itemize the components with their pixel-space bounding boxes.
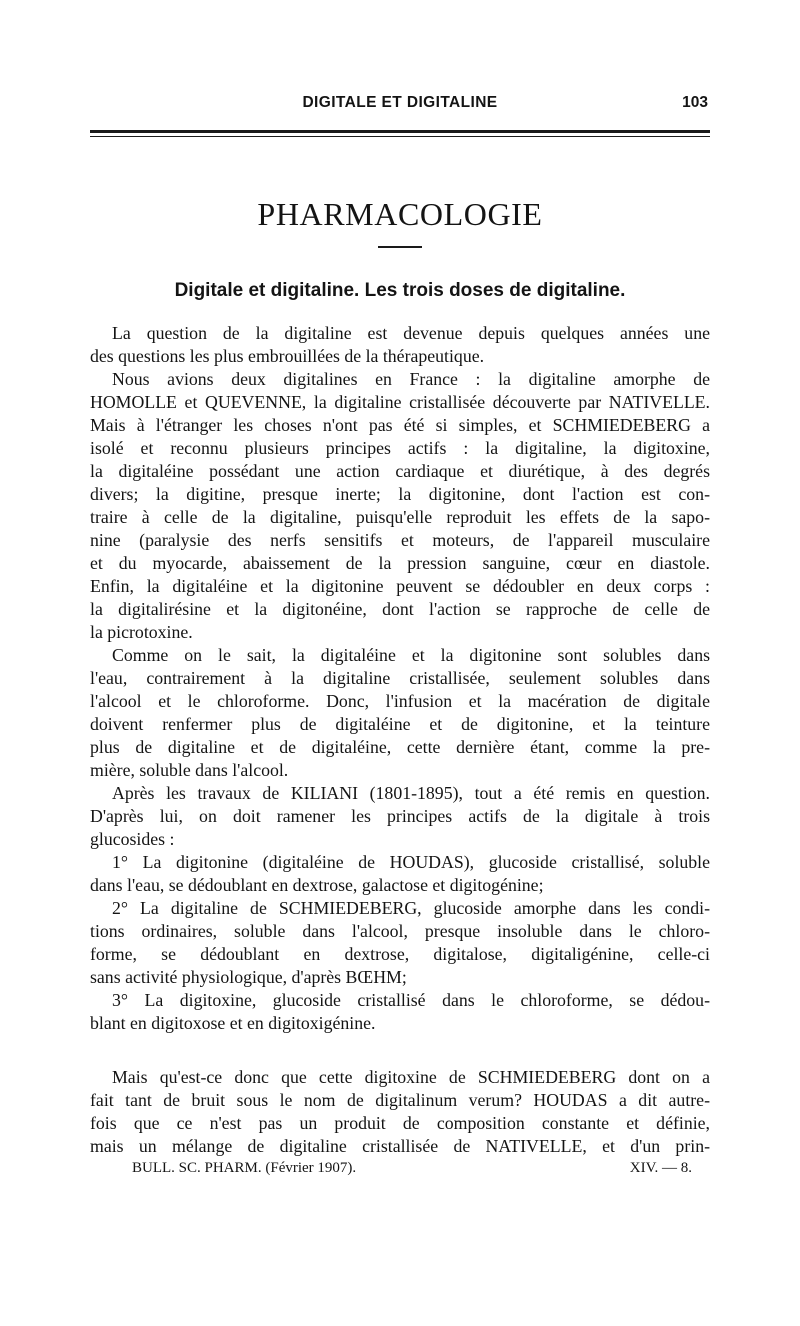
body-text-block-2	[90, 1066, 710, 1158]
text-line: doivent renfermer plus de digitaléine et de digitonine, et la teinture	[90, 714, 710, 734]
section-title: PHARMACOLOGIE	[257, 196, 543, 232]
header-rule-thick	[90, 130, 710, 133]
text-line: plus de digitaline et de digitaléine, cette dernière étant, comme la pre-	[90, 737, 710, 757]
text-line: fait tant de bruit sous le nom de digitalinum verum? HOUDAS a dit autre-	[90, 1090, 710, 1110]
text-line: forme, se dédoublant en dextrose, digitalose, digitaligénine, celle-ci	[90, 944, 710, 964]
footer-citation: BULL. SC. PHARM. (Février 1907).	[132, 1160, 357, 1176]
text-line: glucosides :	[90, 829, 175, 849]
text-line: divers; la digitine, presque inerte; la digitonine, dont l'action est con-	[90, 484, 710, 504]
text-line: 2° La digitaline de SCHMIEDEBERG, glucoside amorphe dans les condi-	[112, 898, 710, 918]
text-line: fois que ce n'est pas un produit de composition constante et définie,	[90, 1113, 710, 1133]
page-number: 103	[682, 94, 708, 111]
text-line: blant en digitoxose et en digitoxigénine.	[90, 1013, 376, 1033]
text-line: la digitalirésine et la digitonéine, dont l'action se rapproche de celle de	[90, 599, 710, 619]
text-line: l'eau, contrairement à la digitaline cristallisée, seulement solubles dans	[90, 668, 710, 688]
page-footer	[132, 1160, 692, 1184]
text-line: nine (paralysie des nerfs sensitifs et moteurs, de l'appareil musculaire	[90, 530, 710, 550]
text-line: La question de la digitaline est devenue depuis quelques années une	[112, 323, 710, 343]
article-title: Digitale et digitaline. Les trois doses de digitaline.	[174, 280, 626, 301]
text-line: sans activité physiologique, d'après BŒHM;	[90, 967, 407, 987]
text-line: la picrotoxine.	[90, 622, 193, 642]
text-line: Après les travaux de KILIANI (1801-1895), tout a été remis en question.	[112, 783, 710, 803]
running-title: DIGITALE ET DIGITALINE	[302, 94, 498, 111]
text-line: l'alcool et le chloroforme. Donc, l'infusion et la macération de digitale	[90, 691, 710, 711]
section-title-rule	[378, 246, 422, 248]
text-line: la digitaléine possédant une action cardiaque et diurétique, à des degrés	[90, 461, 710, 481]
text-line: HOMOLLE et QUEVENNE, la digitaline cristallisée découverte par NATIVELLE.	[90, 392, 710, 412]
text-line: Comme on le sait, la digitaléine et la digitonine sont solubles dans	[112, 645, 710, 665]
text-line: dans l'eau, se dédoublant en dextrose, galactose et digitogénine;	[90, 875, 544, 895]
text-line: Enfin, la digitaléine et la digitonine peuvent se dédoubler en deux corps :	[90, 576, 710, 596]
text-line: Mais qu'est-ce donc que cette digitoxine de SCHMIEDEBERG dont on a	[112, 1067, 710, 1087]
text-line: Nous avions deux digitalines en France : la digitaline amorphe de	[112, 369, 710, 389]
text-line: tions ordinaires, soluble dans l'alcool, presque insoluble dans le chloro-	[90, 921, 710, 941]
text-line: et du myocarde, abaissement de la pression sanguine, cœur en diastole.	[90, 553, 710, 573]
footer-signature: XIV. — 8.	[629, 1160, 692, 1176]
text-line: traire à celle de la digitaline, puisqu'elle reproduit les effets de la sapo-	[90, 507, 710, 527]
text-line: D'après lui, on doit ramener les principes actifs de la digitale à trois	[90, 806, 710, 826]
text-line: des questions les plus embrouillées de la thérapeutique.	[90, 346, 485, 366]
running-header	[90, 92, 710, 116]
text-line: mais un mélange de digitaline cristallisée de NATIVELLE, et d'un prin-	[90, 1136, 710, 1156]
text-line: 3° La digitoxine, glucoside cristallisé dans le chloroforme, se dédou-	[112, 990, 710, 1010]
body-text-block-1	[90, 322, 710, 1035]
text-line: isolé et reconnu plusieurs principes actifs : la digitaline, la digitoxine,	[90, 438, 710, 458]
text-line: Mais à l'étranger les choses n'ont pas été si simples, et SCHMIEDEBERG a	[90, 415, 710, 435]
text-line: mière, soluble dans l'alcool.	[90, 760, 289, 780]
header-rule-thin	[90, 136, 710, 137]
text-line: 1° La digitonine (digitaléine de HOUDAS), glucoside cristallisé, soluble	[112, 852, 710, 872]
